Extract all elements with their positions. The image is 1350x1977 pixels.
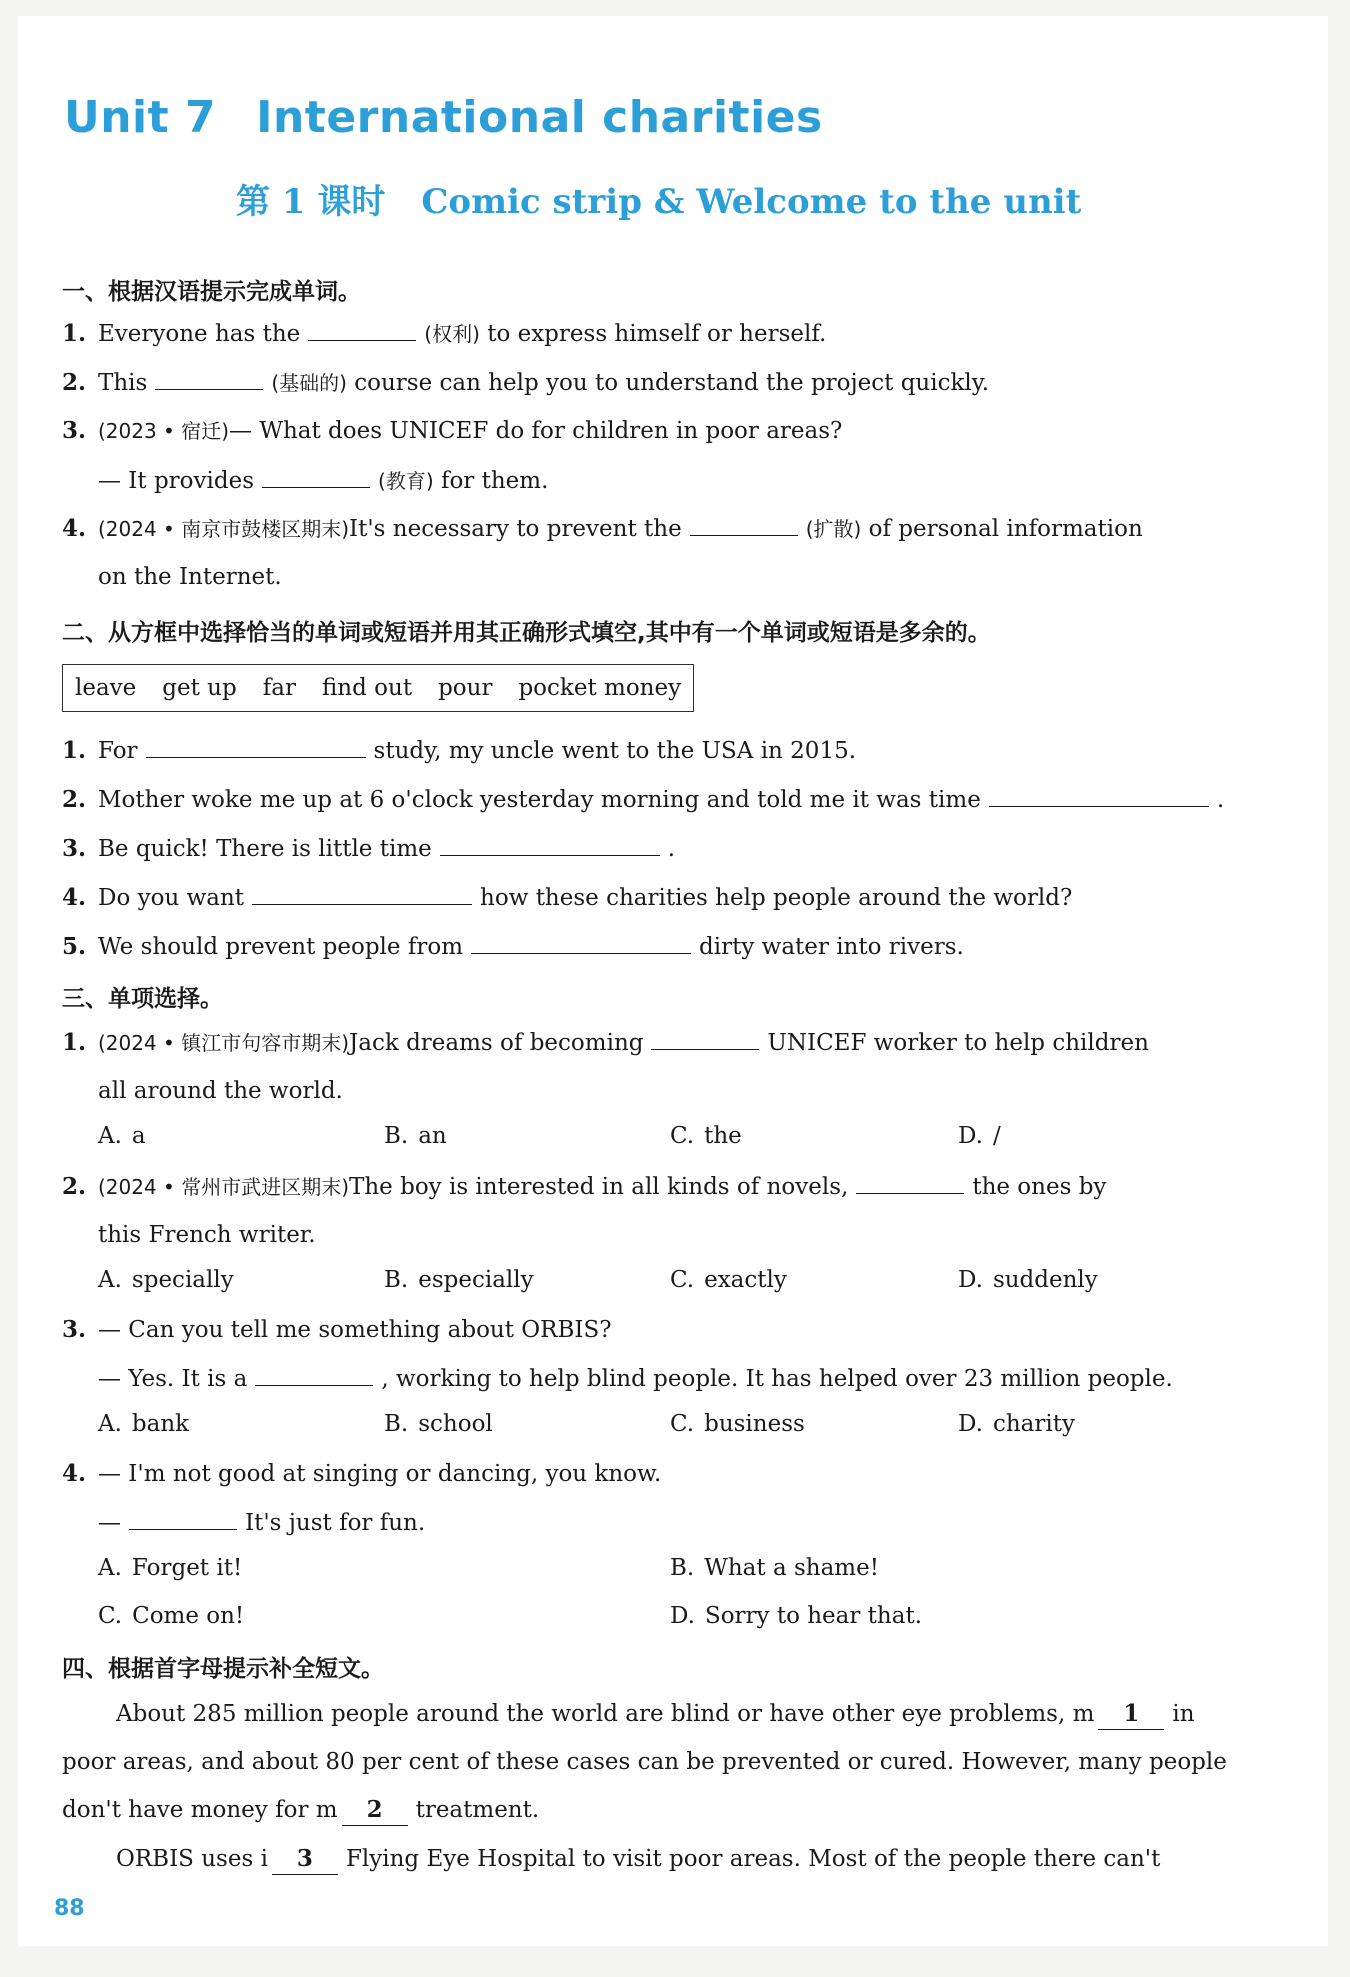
option-text: charity xyxy=(992,1411,1075,1437)
option-letter: A. xyxy=(98,1411,122,1437)
s3-question-1-line2: all around the world. xyxy=(98,1078,343,1104)
option-d[interactable] xyxy=(958,1267,1098,1293)
option-text: Sorry to hear that. xyxy=(704,1603,922,1629)
option-text: an xyxy=(418,1123,447,1149)
s3-question-4 xyxy=(62,1459,661,1489)
option-text: school xyxy=(418,1411,493,1437)
word-bank-item: pocket money xyxy=(518,675,682,701)
passage-text: don't have money for xyxy=(62,1797,309,1823)
question-number: 1. xyxy=(62,320,87,347)
question-text: The boy is interested in all kinds of novels, xyxy=(349,1174,849,1200)
option-letter: A. xyxy=(98,1267,122,1293)
answer-blank[interactable] xyxy=(651,1027,759,1050)
passage-line xyxy=(116,1699,1195,1730)
option-a[interactable] xyxy=(98,1267,234,1293)
option-letter: D. xyxy=(958,1267,983,1293)
passage-text: Flying Eye Hospital to visit poor areas. Most of the people there can't xyxy=(345,1846,1161,1872)
s2-question-2 xyxy=(62,784,1224,815)
option-text: business xyxy=(704,1411,805,1437)
cn-hint: (扩散) xyxy=(805,517,862,541)
option-c[interactable] xyxy=(98,1603,244,1629)
question-number: 5. xyxy=(62,933,87,960)
word-bank-box xyxy=(62,664,694,712)
answer-blank[interactable] xyxy=(856,1171,964,1194)
question-text: — xyxy=(98,1510,121,1536)
option-letter: B. xyxy=(670,1555,695,1581)
question-text: We should prevent people from xyxy=(98,934,464,960)
option-text: specially xyxy=(131,1267,234,1293)
unit-title xyxy=(64,92,823,143)
option-letter: C. xyxy=(670,1411,695,1437)
option-text: especially xyxy=(418,1267,534,1293)
question-text: — It provides xyxy=(98,468,255,494)
question-text: — Yes. It is a xyxy=(98,1366,248,1392)
question-source: (2024 • 镇江市句容市期末) xyxy=(98,1031,350,1055)
option-c[interactable] xyxy=(670,1267,787,1293)
question-number: 1. xyxy=(62,737,87,764)
letter-hint: i xyxy=(260,1846,268,1872)
s2-question-1 xyxy=(62,735,856,766)
option-text: What a shame! xyxy=(704,1555,879,1581)
question-text: Be quick! There is little time xyxy=(98,836,432,862)
s3-question-4-line2 xyxy=(98,1507,425,1538)
option-text: exactly xyxy=(704,1267,787,1293)
s3-question-2 xyxy=(62,1171,1106,1202)
question-text: It's necessary to prevent the xyxy=(349,516,682,542)
cn-hint: (基础的) xyxy=(271,371,347,395)
answer-blank[interactable] xyxy=(255,1363,373,1386)
s3-question-3-line2 xyxy=(98,1363,1173,1394)
passage-blank[interactable]: 3 xyxy=(272,1844,338,1875)
question-text: to express himself or herself. xyxy=(487,321,827,347)
option-text: suddenly xyxy=(992,1267,1098,1293)
s1-question-4 xyxy=(62,513,1143,544)
question-number: 4. xyxy=(62,884,87,911)
question-text: Mother woke me up at 6 o'clock yesterday morning and told me it was time xyxy=(98,787,981,813)
question-text: of personal information xyxy=(868,516,1143,542)
section-4-title: 四、根据首字母提示补全短文。 xyxy=(62,1656,384,1682)
passage-line xyxy=(116,1844,1160,1875)
question-text: dirty water into rivers. xyxy=(699,934,964,960)
question-source: (2024 • 常州市武进区期末) xyxy=(98,1175,350,1199)
passage-text: About 285 million people around the world are blind or have other eye problems, xyxy=(116,1701,1066,1727)
unit-name: International charities xyxy=(256,92,823,143)
question-text: study, my uncle went to the USA in 2015. xyxy=(373,738,857,764)
section-2-title: 二、从方框中选择恰当的单词或短语并用其正确形式填空,其中有一个单词或短语是多余的。 xyxy=(62,620,991,646)
option-letter: C. xyxy=(670,1123,695,1149)
passage-text: ORBIS uses xyxy=(116,1846,254,1872)
question-source: (2024 • 南京市鼓楼区期末) xyxy=(98,517,350,541)
question-text: — What does UNICEF do for children in poor areas? xyxy=(229,418,843,444)
passage-text: in xyxy=(1172,1701,1195,1727)
question-text: Jack dreams of becoming xyxy=(349,1030,644,1056)
passage-blank[interactable]: 1 xyxy=(1098,1699,1164,1730)
option-a[interactable] xyxy=(98,1123,146,1149)
passage-blank[interactable]: 2 xyxy=(342,1795,408,1826)
answer-blank[interactable] xyxy=(471,931,691,954)
passage-text: treatment. xyxy=(415,1797,540,1823)
word-bank-item: pour xyxy=(438,675,493,701)
lesson-title xyxy=(236,174,1081,223)
s1-question-3-line2 xyxy=(98,465,548,496)
question-text: , working to help blind people. It has helped over 23 million people. xyxy=(381,1366,1173,1392)
page-number: 88 xyxy=(54,1896,85,1921)
option-d[interactable] xyxy=(670,1603,922,1629)
option-text: a xyxy=(131,1123,146,1149)
section-1-title: 一、根据汉语提示完成单词。 xyxy=(62,279,361,305)
answer-blank[interactable] xyxy=(252,882,472,905)
option-letter: B. xyxy=(384,1267,409,1293)
question-text: UNICEF worker to help children xyxy=(767,1030,1149,1056)
s3-question-1 xyxy=(62,1027,1149,1058)
s1-question-1 xyxy=(62,318,826,349)
word-bank-item: leave xyxy=(75,675,137,701)
s2-question-4 xyxy=(62,882,1072,913)
option-letter: D. xyxy=(958,1123,983,1149)
option-letter: C. xyxy=(98,1603,123,1629)
question-text: For xyxy=(98,738,138,764)
question-number: 2. xyxy=(62,369,87,396)
worksheet-page xyxy=(18,16,1328,1946)
cn-hint: (教育) xyxy=(378,469,434,493)
cn-hint: (权利) xyxy=(424,322,480,346)
answer-blank[interactable] xyxy=(155,367,263,390)
word-bank-item: get up xyxy=(162,675,237,701)
question-number: 2. xyxy=(62,786,87,813)
passage-line xyxy=(62,1795,539,1826)
option-b[interactable] xyxy=(670,1555,879,1581)
option-text: the xyxy=(704,1123,742,1149)
option-b[interactable] xyxy=(384,1123,447,1149)
question-number: 2. xyxy=(62,1173,87,1200)
s3-question-2-line2: this French writer. xyxy=(98,1222,316,1248)
question-text: the ones by xyxy=(972,1174,1107,1200)
option-text: / xyxy=(992,1123,1001,1149)
word-bank-item: far xyxy=(262,675,296,701)
question-text: This xyxy=(98,370,148,396)
lesson-name: Comic strip & Welcome to the unit xyxy=(421,182,1082,222)
question-number: 3. xyxy=(62,1316,87,1343)
question-number: 4. xyxy=(62,515,87,542)
option-letter: C. xyxy=(670,1267,695,1293)
s2-question-3 xyxy=(62,833,675,864)
unit-number: Unit 7 xyxy=(64,92,217,143)
question-number: 4. xyxy=(62,1460,87,1487)
answer-blank[interactable] xyxy=(440,833,660,856)
s2-question-5 xyxy=(62,931,964,962)
option-letter: A. xyxy=(98,1555,122,1581)
option-b[interactable] xyxy=(384,1411,493,1437)
s3-question-3 xyxy=(62,1315,612,1345)
s1-question-4-line2: on the Internet. xyxy=(98,564,282,590)
answer-blank[interactable] xyxy=(262,465,370,488)
option-letter: D. xyxy=(958,1411,983,1437)
letter-hint: m xyxy=(1072,1701,1095,1727)
option-text: Forget it! xyxy=(131,1555,243,1581)
s1-question-3 xyxy=(62,416,842,446)
option-letter: B. xyxy=(384,1411,409,1437)
option-c[interactable] xyxy=(670,1411,805,1437)
answer-blank[interactable] xyxy=(690,513,798,536)
option-a[interactable] xyxy=(98,1411,189,1437)
question-text: — Can you tell me something about ORBIS? xyxy=(98,1317,612,1343)
answer-blank[interactable] xyxy=(129,1507,237,1530)
question-text: — I'm not good at singing or dancing, you know. xyxy=(98,1461,662,1487)
s1-question-2 xyxy=(62,367,989,398)
answer-blank[interactable] xyxy=(308,318,416,341)
question-text: course can help you to understand the project quickly. xyxy=(354,370,990,396)
option-d[interactable] xyxy=(958,1123,1001,1149)
question-text: how these charities help people around the world? xyxy=(480,885,1073,911)
question-text: . xyxy=(667,836,676,862)
option-text: bank xyxy=(131,1411,190,1437)
word-bank-item: find out xyxy=(321,675,413,701)
option-d[interactable] xyxy=(958,1411,1075,1437)
option-b[interactable] xyxy=(384,1267,534,1293)
question-number: 1. xyxy=(62,1029,87,1056)
question-number: 3. xyxy=(62,835,87,862)
option-text: Come on! xyxy=(132,1603,245,1629)
option-letter: A. xyxy=(98,1123,122,1149)
question-text: Everyone has the xyxy=(98,321,301,347)
option-letter: D. xyxy=(670,1603,695,1629)
section-3-title: 三、单项选择。 xyxy=(62,986,223,1012)
option-letter: B. xyxy=(384,1123,409,1149)
question-number: 3. xyxy=(62,417,87,444)
question-text: . xyxy=(1216,787,1225,813)
lesson-number: 第 1 课时 xyxy=(236,182,386,222)
answer-blank[interactable] xyxy=(146,735,366,758)
question-text: for them. xyxy=(440,468,549,494)
question-text: Do you want xyxy=(98,885,245,911)
option-c[interactable] xyxy=(670,1123,742,1149)
question-text: It's just for fun. xyxy=(245,1510,426,1536)
question-source: (2023 • 宿迁) xyxy=(98,419,230,443)
letter-hint: m xyxy=(315,1797,338,1823)
passage-line: poor areas, and about 80 per cent of these cases can be prevented or cured. However, many people xyxy=(62,1749,1227,1775)
option-a[interactable] xyxy=(98,1555,242,1581)
answer-blank[interactable] xyxy=(989,784,1209,807)
